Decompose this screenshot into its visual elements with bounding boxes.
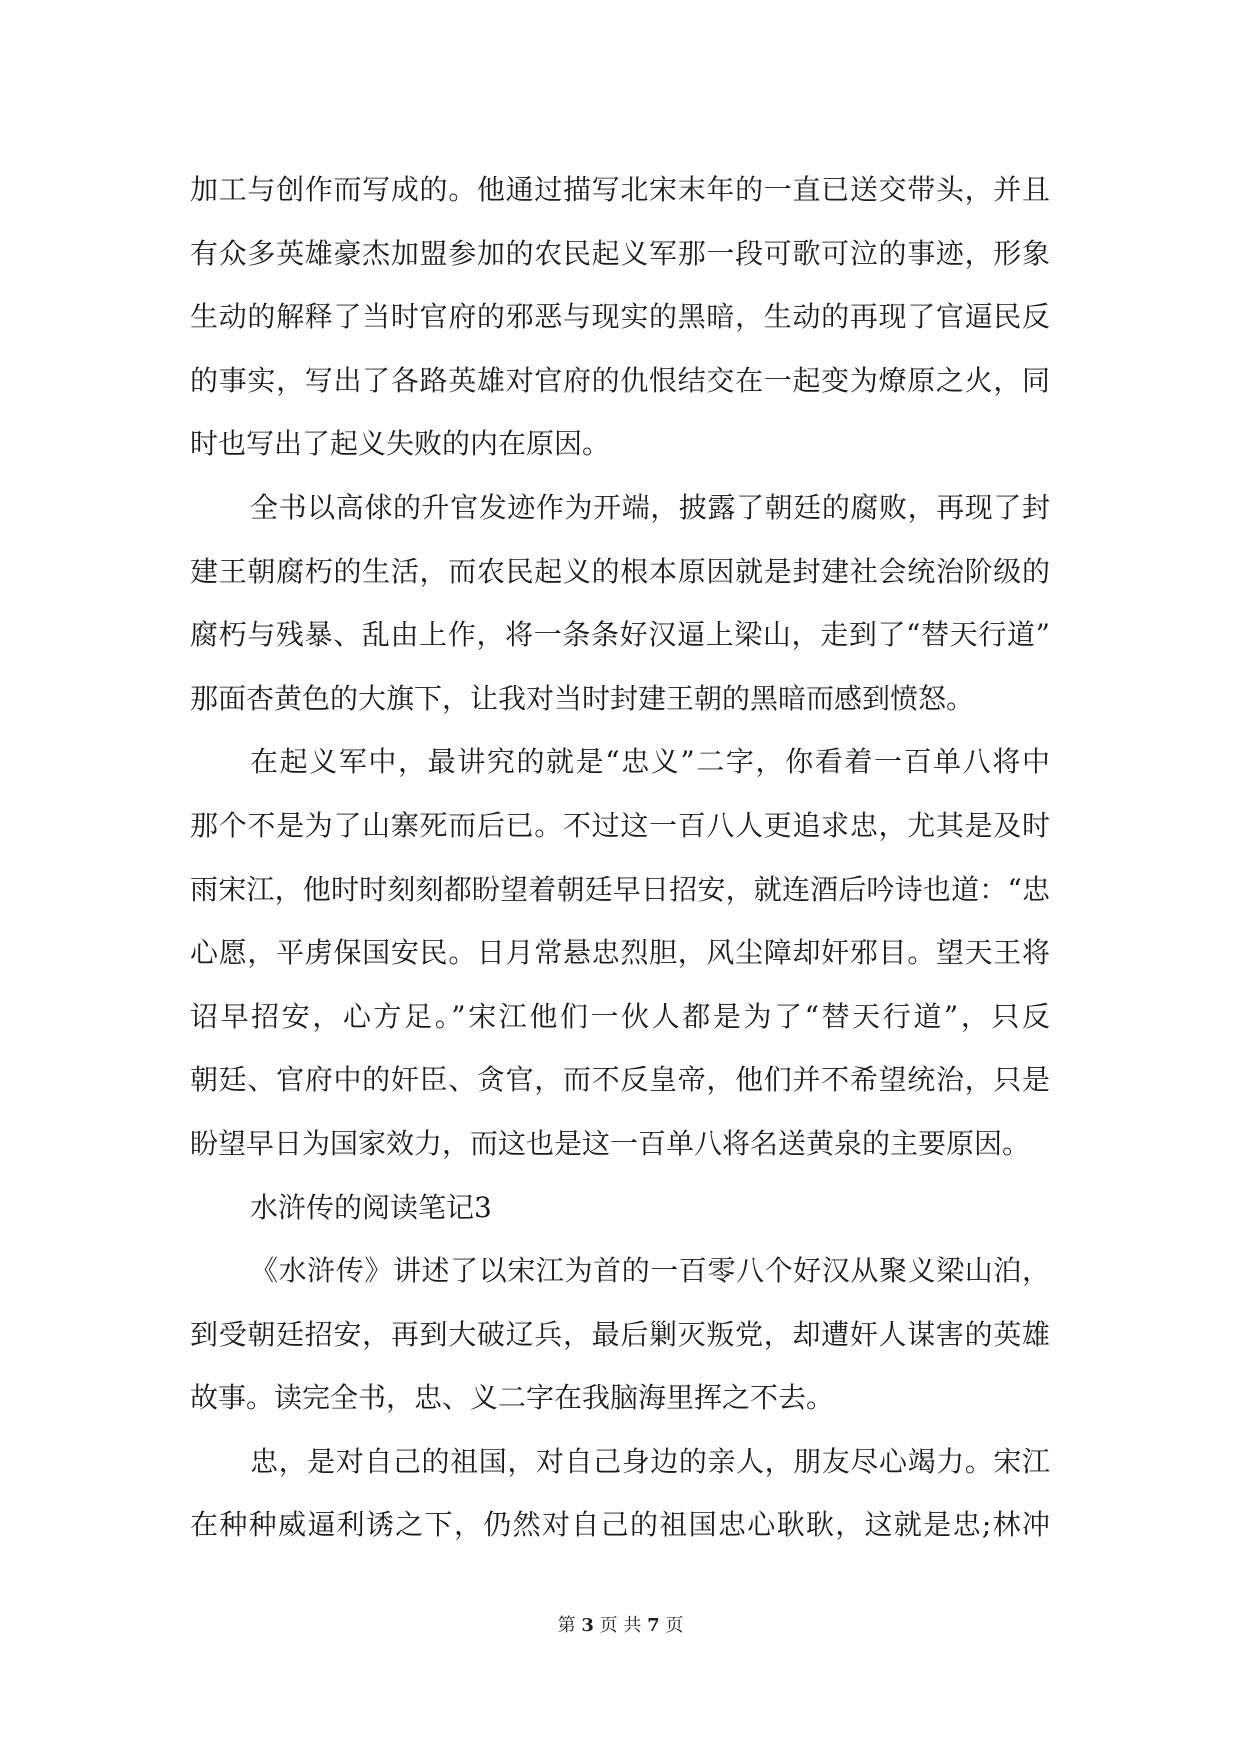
paragraph bbox=[190, 1430, 1050, 1557]
paragraph-line: 雨宋江，他时时刻刻都盼望着朝廷早日招安，就连酒后吟诗也道：“忠 bbox=[190, 872, 1050, 906]
paragraph-line: 建王朝腐朽的生活，而农民起义的根本原因就是封建社会统治阶级的 bbox=[190, 554, 1050, 588]
paragraph-line: 全书以高俅的升官发迹作为开端，披露了朝廷的腐败，再现了封 bbox=[250, 490, 1050, 524]
page-footer bbox=[0, 1614, 1241, 1638]
paragraph-line: 朝廷、官府中的奸臣、贪官，而不反皇帝，他们并不希望统治，只是 bbox=[190, 1063, 1050, 1097]
paragraph-line: 盼望早日为国家效力，而这也是这一百单八将名送黄泉的主要原因。 bbox=[190, 1126, 1031, 1160]
paragraph-line: 时也写出了起义失败的内在原因。 bbox=[190, 427, 611, 461]
paragraph-line: 腐朽与残暴、乱由上作，将一条条好汉逼上梁山，走到了“替天行道” bbox=[190, 618, 1050, 652]
paragraph bbox=[190, 730, 1050, 1175]
footer-total-pages: 7 bbox=[647, 1615, 660, 1636]
paragraph-line: 《水浒传》讲述了以宋江为首的一百零八个好汉从聚义梁山泊， bbox=[250, 1254, 1050, 1288]
footer-suffix: 页 bbox=[665, 1615, 684, 1636]
paragraph-line: 诏早招安，心方足。”宋江他们一伙人都是为了“替天行道”，只反 bbox=[190, 999, 1050, 1033]
document-body bbox=[190, 158, 1050, 1557]
footer-prefix: 第 bbox=[557, 1615, 576, 1636]
paragraph-line: 故事。读完全书，忠、义二字在我脑海里挥之不去。 bbox=[190, 1381, 835, 1415]
paragraph-line: 在种种威逼利诱之下，仍然对自己的祖国忠心耿耿，这就是忠;林冲 bbox=[190, 1508, 1050, 1542]
paragraph bbox=[190, 1239, 1050, 1430]
paragraph-line: 到受朝廷招安，再到大破辽兵，最后剿灭叛党，却遭奸人谋害的英雄 bbox=[190, 1317, 1050, 1351]
paragraph bbox=[190, 476, 1050, 730]
paragraph-line: 那个不是为了山寨死而后已。不过这一百八人更追求忠，尤其是及时 bbox=[190, 808, 1050, 842]
paragraph-line: 生动的解释了当时官府的邪恶与现实的黑暗，生动的再现了官逼民反 bbox=[190, 300, 1050, 334]
footer-page-number: 3 bbox=[581, 1615, 594, 1636]
paragraph-line: 的事实，写出了各路英雄对官府的仇恨结交在一起变为燎原之火，同 bbox=[190, 363, 1050, 397]
paragraph-line: 水浒传的阅读笔记3 bbox=[250, 1190, 492, 1224]
paragraph-line: 加工与创作而写成的。他通过描写北宋末年的一直已送交带头，并且 bbox=[190, 173, 1050, 206]
paragraph-line: 忠，是对自己的祖国，对自己身边的亲人，朋友尽心竭力。宋江 bbox=[250, 1444, 1050, 1478]
footer-middle: 页 共 bbox=[599, 1615, 642, 1636]
paragraph bbox=[190, 158, 1050, 476]
paragraph-line: 那面杏黄色的大旗下，让我对当时封建王朝的黑暗而感到愤怒。 bbox=[190, 681, 975, 715]
paragraph-line: 在起义军中，最讲究的就是“忠义”二字，你看着一百单八将中 bbox=[250, 745, 1050, 779]
paragraph-line: 心愿，平虏保国安民。日月常悬忠烈胆，风尘障却奸邪目。望天王将 bbox=[190, 936, 1050, 970]
paragraph-line: 有众多英雄豪杰加盟参加的农民起义军那一段可歌可泣的事迹，形象 bbox=[190, 236, 1050, 270]
paragraph bbox=[190, 1176, 1050, 1240]
